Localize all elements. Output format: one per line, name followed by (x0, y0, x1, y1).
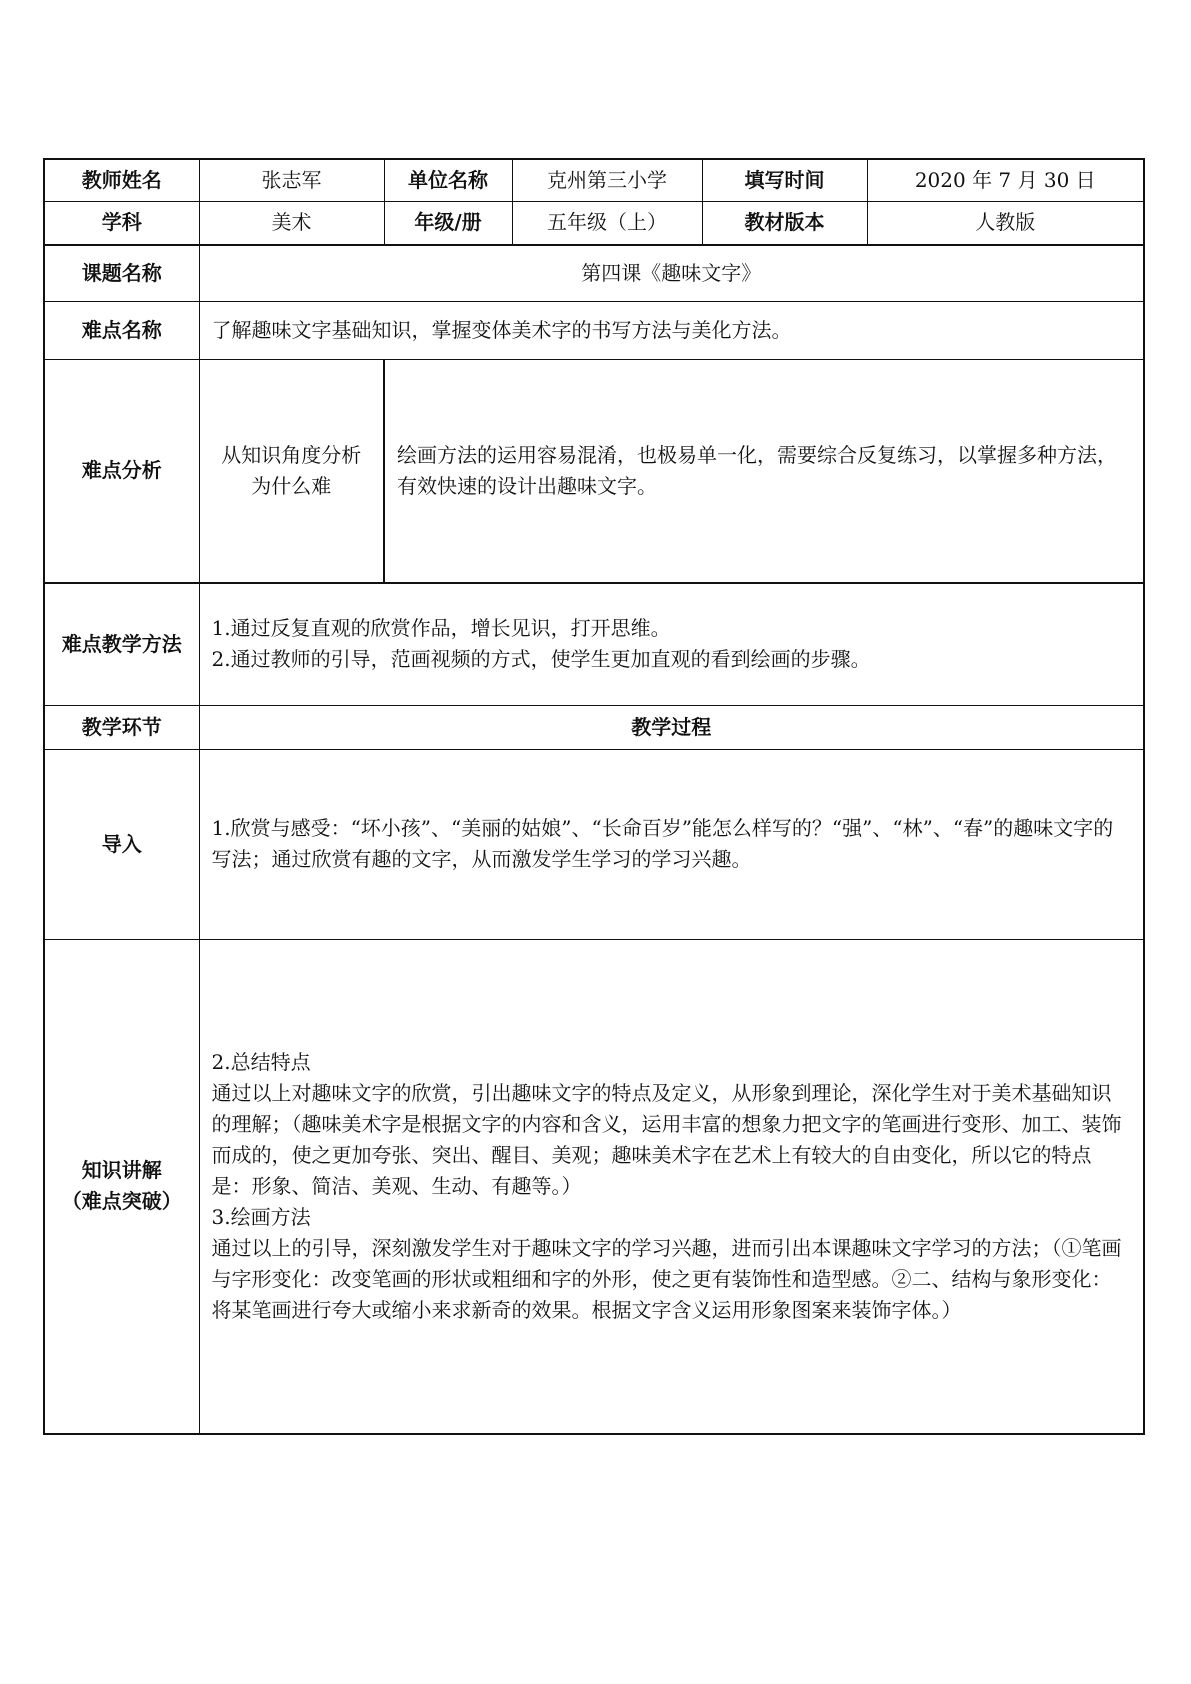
analysis-row (44, 359, 1144, 583)
intro-value: 1.欣赏与感受：“坏小孩”、“美丽的姑娘”、“长命百岁”能怎么样写的？“强”、“林”、“春”的趣味文字的写法；通过欣赏有趣的文字，从而激发学生学习的学习兴趣。 (199, 749, 1144, 939)
knowledge-label-line-1: 知识讲解 (81, 1158, 162, 1183)
intro-row (44, 749, 1144, 939)
analysis-label: 难点分析 (44, 359, 199, 583)
knowledge-row (44, 939, 1144, 1434)
edition-label: 教材版本 (702, 201, 867, 245)
subject-value: 美术 (199, 201, 384, 245)
subject-label: 学科 (44, 201, 199, 245)
difficulty-value: 了解趣味文字基础知识，掌握变体美术字的书写方法与美化方法。 (199, 301, 1144, 359)
summary-text: 通过以上对趣味文字的欣赏，引出趣味文字的特点及定义，从形象到理论，深化学生对于美术基础知识的理解；（趣味美术字是根据文字的内容和含义，运用丰富的想象力把文字的笔画进行变形、加工、装饰而成的，使之更加夸张、突出、醒目、美观；趣味美术字在艺术上有较大的自由变化，所以它的特点是：形象、简洁、美观、生动、有趣等。） (211, 1080, 1122, 1198)
method-title: 3.绘画方法 (211, 1204, 311, 1229)
analysis-value: 绘画方法的运用容易混淆，也极易单一化，需要综合反复练习，以掌握多种方法，有效快速的设计出趣味文字。 (384, 359, 1144, 583)
edition-value: 人教版 (867, 201, 1144, 245)
process-header-value: 教学过程 (199, 705, 1144, 749)
methods-content (199, 583, 1144, 705)
fill-date-value: 2020 年 7 月 30 日 (867, 159, 1144, 201)
grade-value: 五年级（上） (512, 201, 702, 245)
knowledge-content (199, 939, 1144, 1434)
unit-name-value: 克州第三小学 (512, 159, 702, 201)
process-stage-label: 教学环节 (44, 705, 199, 749)
header-row-1 (44, 159, 1144, 201)
topic-row (44, 245, 1144, 301)
intro-label: 导入 (44, 749, 199, 939)
difficulty-label: 难点名称 (44, 301, 199, 359)
grade-label: 年级/册 (384, 201, 512, 245)
methods-row (44, 583, 1144, 705)
knowledge-label (44, 939, 199, 1434)
topic-value: 第四课《趣味文字》 (199, 245, 1144, 301)
analysis-sublabel: 从知识角度分析为什么难 (199, 359, 384, 583)
teacher-name-value: 张志军 (199, 159, 384, 201)
summary-title: 2.总结特点 (211, 1049, 311, 1074)
header-row-2 (44, 201, 1144, 245)
difficulty-row (44, 301, 1144, 359)
knowledge-label-line-2: （难点突破） (61, 1189, 182, 1214)
methods-label: 难点教学方法 (44, 583, 199, 705)
lesson-plan-table (43, 158, 1145, 1435)
method-text: 通过以上的引导，深刻激发学生对于趣味文字的学习兴趣，进而引出本课趣味文字学习的方法；（①笔画与字形变化：改变笔画的形状或粗细和字的外形，使之更有装饰性和造型感。②二、结构与象形变化：将某笔画进行夸大或缩小来求新奇的效果。根据文字含义运用形象图案来装饰字体。） (211, 1235, 1122, 1322)
fill-date-label: 填写时间 (702, 159, 867, 201)
teacher-name-label: 教师姓名 (44, 159, 199, 201)
unit-name-label: 单位名称 (384, 159, 512, 201)
methods-line-2: 2.通过教师的引导，范画视频的方式，使学生更加直观的看到绘画的步骤。 (211, 647, 871, 672)
process-header-row (44, 705, 1144, 749)
methods-line-1: 1.通过反复直观的欣赏作品，增长见识，打开思维。 (211, 616, 671, 641)
topic-label: 课题名称 (44, 245, 199, 301)
